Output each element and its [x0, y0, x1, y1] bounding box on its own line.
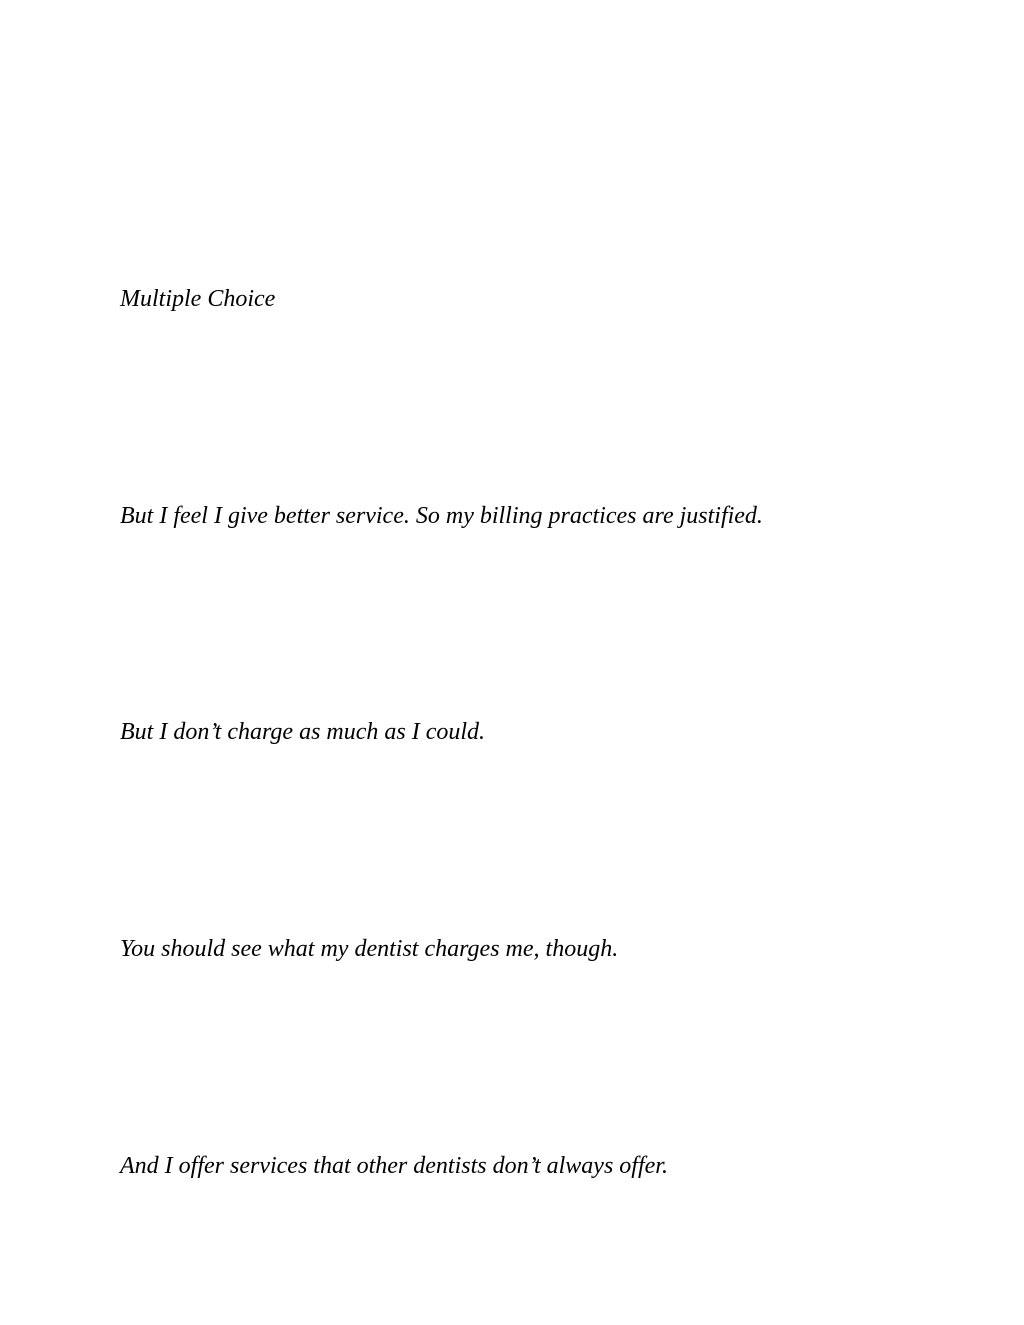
choice-option-1: But I feel I give better service. So my billing practices are justified. [120, 503, 763, 529]
choice-option-4: And I offer services that other dentists don’t always offer. [120, 1153, 668, 1179]
section-heading: Multiple Choice [120, 286, 276, 312]
choice-option-2: But I don’t charge as much as I could. [120, 719, 486, 745]
choice-option-3: You should see what my dentist charges me, though. [120, 936, 619, 962]
